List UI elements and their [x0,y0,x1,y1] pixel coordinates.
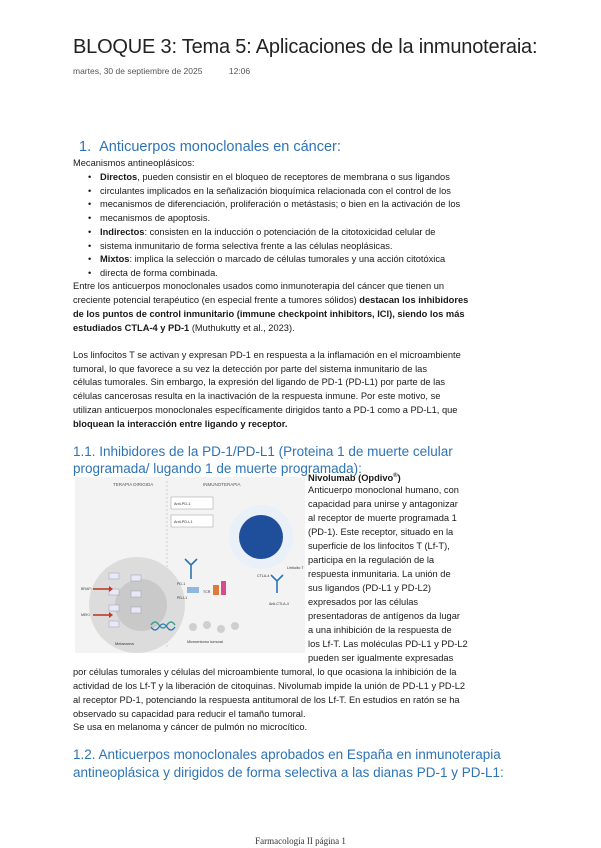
pdl1-label: PD-L1 [177,596,188,600]
pd1-immunotherapy-figure [75,477,305,653]
body-text-line: actividad de los Lf-T y la liberación de citoquinas. Nivolumab impide la unión de PD-L1 y PD-L2 [73,681,466,691]
side-text-line: respuesta inmunitaria. La unión de [308,569,451,579]
section-1-1-heading-cont: programada/ lugando 1 de muerte programada): [73,461,362,476]
side-text-line: expresados por las células [308,597,419,607]
paragraph-2-line: utilizan anticuerpos monoclonales específicamente dirigidos tanto a PD-1 como a PD-L1, que [73,405,458,415]
note-date: martes, 30 de septiembre de 2025 [73,66,203,76]
body-text-line: Se usa en melanoma y cáncer de pulmón no microcítico. [73,722,308,732]
list-item-cont: • directa de forma combinada. [88,267,460,281]
bullet-term: Indirectos [100,226,145,237]
section-1-title: Anticuerpos monoclonales en cáncer: [99,139,341,155]
paragraph-1-line: creciente potencial terapéutico (en especial frente a tumores sólidos) destacan los inhibidores [73,295,469,305]
pathway-box [131,607,141,613]
anti-pdl1-label: Anti-PD-L1 [174,520,193,524]
side-text-line: Anticuerpo monoclonal humano, con [308,485,459,495]
tcr-label: TCR [203,590,211,594]
mek-label: MEKi [81,613,90,617]
bullet-term: Directos [100,172,138,182]
pathway-box [109,605,119,611]
side-text-line: superficie de los linfocitos T (Lf-T), [308,541,450,551]
micro-cell [189,623,197,631]
list-item-cont: • circulantes implicados en la señalización bioquímica relacionada con el control de los [88,185,460,199]
body-text-line: por células tumorales y células del microambiente tumoral, lo que ocasiona la inhibición de la [73,667,457,677]
t-cell-label: Linfocito T [287,566,304,570]
section-1-number: 1. [79,139,92,155]
side-text-line: al receptor de muerte programada 1 [308,513,457,523]
list-item: • Mixtos: implica la selección o marcado de células tumorales y una acción citotóxica [88,253,460,267]
figure-label-left: TERAPIA DIRIGIDA [113,482,154,487]
anti-ctla4-label: Anti-CTLA-4 [269,602,289,606]
mechanisms-list [88,171,460,281]
note-time: 12:06 [228,66,251,76]
page-footer: Farmacología II página 1 [255,836,346,846]
paragraph-2-line: tumoral, lo que favorece a su vez la detección por parte del sistema inmunitario de las [73,364,427,374]
anti-pd1-label: Anti-PD-1 [174,502,191,506]
receptor-shape [187,587,199,593]
list-item: • Indirectos: consisten en la inducción o potenciación de la citotoxicidad celular de [88,226,460,240]
side-text-line: participa en la regulación de la [308,555,435,565]
pathway-box [109,621,119,627]
section-1-2-heading: 1.2. Anticuerpos monoclonales aprobados en España en inmunoterapia [73,747,501,762]
t-cell [239,515,283,559]
melanoma-nucleus [115,579,167,631]
section-1-2-heading-cont: antineoplásica y dirigidos de forma selectiva a las dianas PD-1 y PD-L1: [73,765,504,780]
side-text-line: presentadoras de antígenos da lugar [308,611,460,621]
side-text-line: (PD-1). Este receptor, situado en la [308,527,454,537]
body-text-line: observado su capacidad para reducir el tamaño tumoral. [73,709,306,719]
paragraph-1-line: estudiados CTLA-4 y PD-1 (Muthukutty et al., 2023). [73,323,295,333]
side-text-line: sus ligandos (PD-L1 y PD-L2) [308,583,431,593]
micro-cell [231,622,239,630]
side-text-line: a una inhibición de la respuesta de [308,625,452,635]
paragraph-1-line: Entre los anticuerpos monoclonales usados como inmunoterapia del cáncer que tienen un [73,281,445,291]
paragraph-2-line: células cancerosas resulta en la inactivación de la respuesta inmune. Por este motivo, se [73,391,441,401]
paragraph-2-line: células tumorales. Sin embargo, la expresión del ligando de PD-1 (PD-L1) por parte de las [73,377,446,387]
melanoma-label: Melanoma [115,641,134,646]
mechanisms-label: Mecanismos antineoplásicos: [73,158,195,168]
side-text-line: capacidad para unirse y antagonizar [308,499,458,509]
braf-label: BRAFi [81,587,92,591]
side-text-line: los Lf-T. Las moléculas PD-L1 y PD-L2 [308,639,468,649]
side-text-line: pueden ser igualmente expresadas [308,653,454,663]
paragraph-2-line: Los linfocitos T se activan y expresan PD-1 en respuesta a la inflamación en el microambiente [73,350,461,360]
bullet-term: Mixtos [100,254,130,265]
section-1-heading [79,139,341,155]
pd1-label: PD-1 [177,582,186,586]
paragraph-2-line: bloquean la interacción entre ligando y receptor. [73,419,288,429]
micro-cell [203,621,211,629]
pathway-box [131,591,141,597]
body-text-line: al receptor PD-1, potenciando la respuesta antitumoral de los Lf-T. En estudios en ratón se ha [73,695,460,705]
section-1-1-heading: 1.1. Inhibidores de la PD-1/PD-L1 (Proteina 1 de muerte celular [73,444,453,459]
receptor-shape [221,581,226,595]
list-item-cont: • sistema inmunitario de forma selectiva frente a las células neoplásicas. [88,240,460,254]
figure-label-right: INMUNOTERAPIA [203,482,241,487]
list-item: • Directos, pueden consistir en el bloqueo de receptores de membrana o sus ligandos [88,171,460,185]
micro-cell [217,625,225,633]
pathway-box [131,575,141,581]
list-item-cont: • mecanismos de apoptosis. [88,212,460,226]
receptor-shape [213,585,219,595]
ctla4-label: CTLA-4 [257,574,270,578]
note-timestamp [73,66,250,76]
list-item-cont: • mecanismos de diferenciación, proliferación o metástasis; o bien en la activación de los [88,198,460,212]
pathway-box [109,573,119,579]
drug-name: Nivolumab (Opdivo®) [308,473,401,484]
page-title: BLOQUE 3: Tema 5: Aplicaciones de la inmunoteraia: [73,36,538,58]
paragraph-1-line: de los puntos de control inmunitario (immune checkpoint inhibitors, ICI), siendo los más [73,309,465,319]
microenvironment-label: Microentorno tumoral [187,640,223,644]
